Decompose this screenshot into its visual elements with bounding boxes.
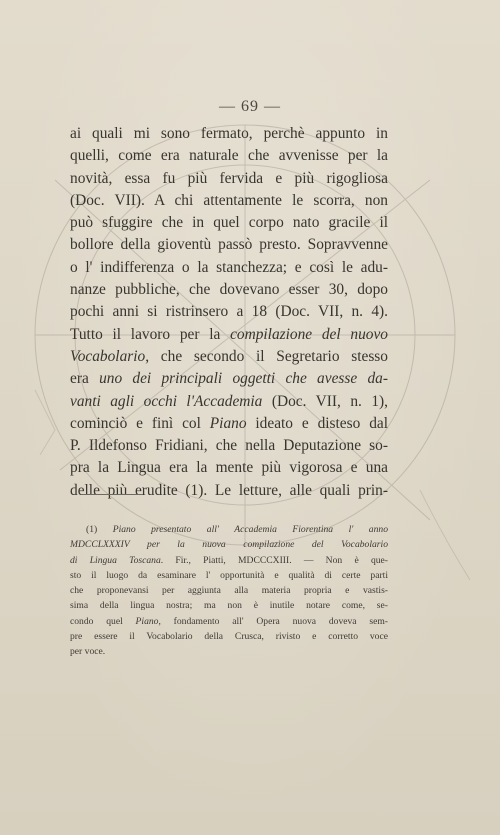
text-line [70,368,388,390]
footnote-line [70,644,388,659]
footnote-line [70,553,388,568]
footnote-line [70,522,388,537]
text-run: per voce. [70,646,106,658]
text-line [70,301,388,323]
text-run: ai quali mi sono fermato, perchè appunto in [70,125,388,142]
text-run: nanze pubbliche, che dovevano esser 30, dopo [70,281,388,299]
text-run: novità, essa fu più fervida e più rigogliosa [70,169,388,187]
text-run: . Fir., Piatti, MDCCCXIII. — Non è que- [160,554,388,566]
text-run: che proponevansi per aggiunta alla materia propria e vastis- [70,585,388,597]
text-run: Tutto il lavoro per la [70,325,231,343]
footnote-line [70,537,388,552]
text-line [70,168,388,190]
text-line [70,123,388,145]
text-line [70,435,388,457]
italic-text: compilazione del nuovo [230,325,388,343]
text-run: (Doc. VII). A chi attentamente le scorra, non [70,191,388,209]
italic-text: MDCCLXXXIV per la nuova compilazione del Vocabolario [70,539,388,551]
text-run: delle più erudite (1). Le letture, alle quali prin- [70,481,388,499]
text-run: (1) [86,524,113,535]
text-line [70,145,388,167]
text-run: P. Ildefonso Fridiani, che nella Deputazione so- [70,437,388,455]
text-run: , fondamento all' Opera nuova doveva sem- [158,615,388,627]
text-line [70,480,388,502]
text-run: (Doc. VII, n. 1), [262,392,389,410]
text-line [70,212,388,234]
text-line [70,257,388,279]
text-run: pra la Lingua era la mente più vigorosa e una [70,459,388,477]
text-run: sto il luogo da esaminare l' opportunità e qualità di certe parti [70,569,388,581]
text-run: , che secondo il Segretario stesso [145,347,388,365]
text-run: condo quel [70,615,136,627]
italic-text: Vocabolario [70,347,146,365]
text-run: sima della lingua nostra; ma non è inutile notare come, se- [70,600,388,612]
text-line [70,391,388,413]
footnote-separator [81,494,143,495]
text-run: cominciò e finì col [70,414,210,432]
text-run: pre essere il Vocabolario della Crusca, rivisto e corretto voce [70,631,388,643]
italic-text: vanti agli occhi l'Accademia [70,392,263,410]
text-line [70,190,388,212]
text-run: bollore della gioventù passò presto. Sopravvenne [70,236,388,254]
text-line [70,324,388,346]
italic-text: Piano [209,414,247,432]
text-line [70,234,388,256]
footnote-line [70,583,388,598]
italic-text: di Lingua Toscana [70,554,161,566]
text-run: può sfuggire che in quel corpo nato gracile il [70,214,388,232]
footnote-line [70,568,388,583]
main-paragraph [70,123,388,502]
text-run: pochi anni si ristrinsero a 18 (Doc. VII, n. 4). [70,303,388,321]
text-line [70,346,388,368]
text-run: era [70,370,100,388]
italic-text: Piano [135,615,159,627]
text-line [70,279,388,301]
text-line [70,457,388,479]
page-number: — 69 — [219,98,281,115]
footnote-line [70,614,388,629]
text-line [70,413,388,435]
text-run: ideato e disteso dal [246,414,388,432]
italic-text: Piano presentato all' Accademia Fiorentina l' anno [112,524,388,535]
text-run: o l' indifferenza o la stanchezza; e così le adu- [70,258,388,276]
footnote-line [70,629,388,644]
italic-text: uno dei principali oggetti che avesse da- [99,370,389,388]
text-run: quelli, come era naturale che avvenisse per la [70,147,388,165]
footnote-line [70,598,388,613]
footnote [70,522,388,660]
